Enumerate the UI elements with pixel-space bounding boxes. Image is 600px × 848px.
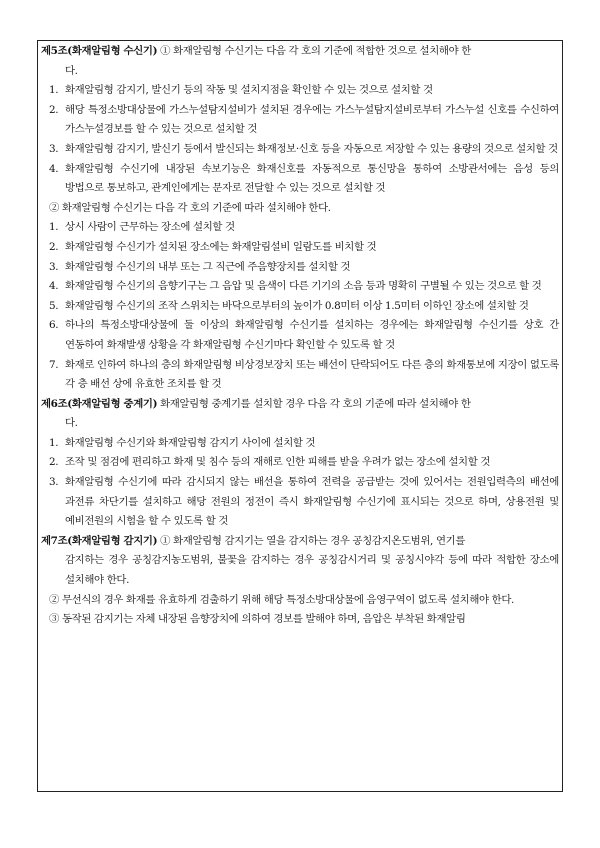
list-item (41, 297, 559, 317)
article-7-p2: ② 무선식의 경우 화재를 유효하게 검출하기 위해 해당 특정소방대상물에 음영구역이 없도록 설치해야 한다. (49, 593, 514, 606)
list-item (41, 473, 559, 532)
item-text: 하나의 특정소방대상물에 둘 이상의 화재알림형 수신기를 설치하는 경우에는 화재알림형 수신기를 상호 간 연동하여 화재발생 상황을 각 화재알림형 수신기마다 확인할 수 있도록 할 것 (65, 319, 559, 351)
item-text: 화재알림형 수신기에 따라 감시되지 않는 배선을 통하여 전력을 공급받는 것에 있어서는 전원입력측의 배선에 과전류 차단기를 설치하고 해당 전원의 정전이 즉시 화재알림형 수신기에 표시되는 것으로 하며, 상용전원 및 예비전원의 시험을 할 수 있도록 할 것 (65, 476, 559, 528)
item-text: 조작 및 점검에 편리하고 화재 및 침수 등의 재해로 인한 피해를 받을 우려가 없는 장소에 설치할 것 (65, 456, 491, 469)
item-number: 5. (49, 299, 59, 312)
document-body (41, 42, 559, 630)
item-number: 1. (49, 436, 59, 449)
item-number: 6. (49, 319, 59, 332)
article-7-paragraph-1 (41, 532, 559, 552)
article-5-p2: ② 화재알림형 수신기는 다음 각 호의 기준에 따라 설치해야 한다. (49, 201, 331, 214)
item-number: 2. (49, 456, 59, 469)
list-item (41, 238, 559, 258)
list-item (41, 356, 559, 395)
list-item (41, 258, 559, 278)
list-item (41, 434, 559, 454)
item-number: 7. (49, 358, 59, 371)
item-number: 4. (49, 162, 59, 175)
article-5-p1-cont: 다. (65, 64, 78, 77)
list-item (41, 140, 559, 160)
item-text: 화재알림형 수신기에 내장된 속보기능은 화재신호를 자동적으로 통신망을 통하여 소방관서에는 음성 등의 방법으로 통보하고, 관계인에게는 문자로 전달할 수 있는 것으로 설치할 것 (65, 162, 559, 195)
article-7-p3: ③ 동작된 감지기는 자체 내장된 음향장치에 의하여 경보를 발해야 하며, 음압은 부착된 화재알림 (49, 613, 466, 626)
article-5-p1: ① 화재알림형 수신기는 다음 각 호의 기준에 적합한 것으로 설치해야 한 (160, 45, 471, 57)
item-text: 화재알림형 수신기의 음향기구는 그 음압 및 음색이 다른 기기의 소음 등과 명확히 구별될 수 있는 것으로 할 것 (65, 280, 542, 293)
item-text: 화재알림형 수신기와 화재알림형 감지기 사이에 설치할 것 (65, 436, 316, 449)
item-number: 3. (49, 476, 59, 489)
article-6-p1-cont: 다. (65, 417, 78, 430)
article-6-paragraph-1 (41, 395, 559, 415)
list-item (41, 218, 559, 238)
item-number: 1. (49, 84, 59, 97)
article-6-title: 제6조(화재알림형 중계기) (41, 397, 158, 410)
item-text: 화재알림형 수신기가 설치된 장소에는 화재알림설비 일람도를 비치할 것 (65, 240, 377, 253)
list-item (41, 101, 559, 140)
list-item (41, 453, 559, 473)
article-7-p1: ① 화재알림형 감지기는 열을 감지하는 경우 공칭감지온도범위, 연기를 (160, 534, 466, 547)
item-text: 화재알림형 감지기, 발신기 등에서 발신되는 화재정보·신호 등을 자동으로 저장할 수 있는 용량의 것으로 설치할 것 (65, 142, 558, 155)
item-text: 해당 특정소방대상물에 가스누설탐지설비가 설치된 경우에는 가스누설탐지설비로부터 가스누설 신호를 수신하여 가스누설경보를 할 수 있는 것으로 설치할 것 (65, 103, 559, 136)
list-item (41, 277, 559, 297)
list-item (41, 316, 559, 355)
article-6-p1: 화재알림형 중계기를 설치할 경우 다음 각 호의 기준에 따라 설치해야 한 (160, 397, 471, 410)
item-number: 2. (49, 240, 59, 253)
item-text: 화재알림형 수신기의 내부 또는 그 직근에 주음향장치를 설치할 것 (65, 260, 351, 273)
item-number: 3. (49, 142, 59, 155)
item-number: 1. (49, 221, 59, 234)
item-text: 화재알림형 감지기, 발신기 등의 작동 및 설치지점을 확인할 수 있는 것으로 설치할 것 (65, 84, 433, 97)
item-number: 2. (49, 103, 59, 116)
item-number: 3. (49, 260, 59, 273)
article-7-title: 제7조(화재알림형 감지기) (41, 534, 158, 547)
article-5-paragraph-1 (41, 42, 559, 62)
article-7-p1-cont: 감지하는 경우 공칭감지농도범위, 불꽃을 감지하는 경우 공칭감시거리 및 공칭시야각 등에 따라 적합한 장소에 설치해야 한다. (65, 554, 559, 587)
item-text: 상시 사람이 근무하는 장소에 설치할 것 (65, 221, 235, 234)
item-text: 화재알림형 수신기의 조작 스위치는 바닥으로부터의 높이가 0.8미터 이상 1.5미터 이하인 장소에 설치할 것 (65, 299, 529, 312)
list-item (41, 81, 559, 101)
item-number: 4. (49, 280, 59, 293)
list-item (41, 160, 559, 199)
article-5-title: 제5조(화재알림형 수신기) (41, 45, 158, 57)
item-text: 화재로 인하여 하나의 층의 화재알림형 비상경보장치 또는 배선이 단락되어도 다른 층의 화재통보에 지장이 없도록 각 층 배선 상에 유효한 조치를 할 것 (65, 358, 559, 391)
